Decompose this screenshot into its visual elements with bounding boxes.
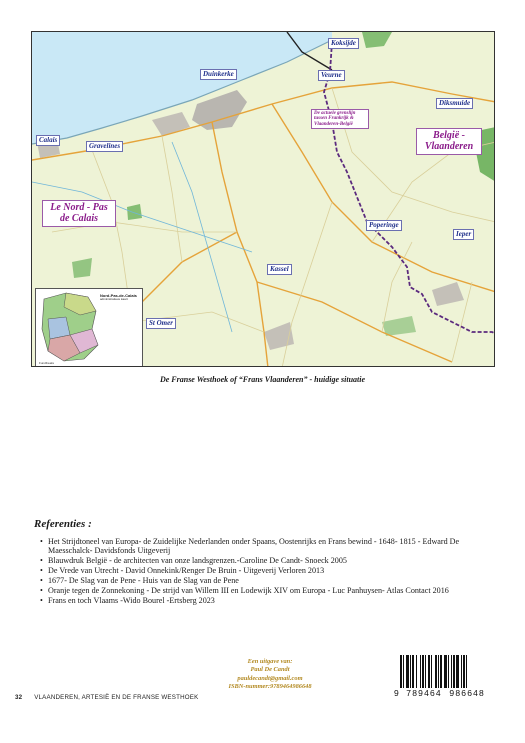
barcode-bar [448,655,449,689]
barcode-bar [422,655,424,689]
reference-item: • Blauwdruk België - de architecten van onze landsgrenzen.-Caroline De Candt- Snoeck 2005 [40,556,480,565]
barcode-bar [431,655,432,689]
reference-item: • 1677- De Slag van de Pene - Huis van de Slag van de Pene [40,576,480,585]
reference-item: • Frans en toch Vlaams -Wido Bourel -Ertsberg 2023 [40,596,480,605]
barcode-bar [466,655,467,689]
label-kassel: Kassel [267,264,292,275]
barcode-first-digit: 9 [394,688,399,698]
barcode-bar [438,655,439,689]
map-caption: De Franse Westhoek of “Frans Vlaanderen” - huidige situatie [159,375,366,384]
label-nord-pas-de-calais: Le Nord - Pas de Calais [42,200,116,227]
label-koksijde: Koksijde [328,38,359,49]
publisher-line: Een uitgave van: [247,658,293,665]
barcode-bars [394,655,485,689]
barcode-bar [400,655,402,689]
label-diksmuide: Diksmuide [436,98,473,109]
barcode-bar [440,655,442,689]
inset-title: Nord-Pas-de-Calais administratieve kaart [100,293,137,302]
barcode-bar [428,655,430,689]
barcode-bar [420,655,421,689]
label-border-note: De actuele grenslijn tussen Frankrijk & Vlaanderen-België [311,109,369,129]
region-map [31,31,495,367]
inset-footer: Fundfreaks [39,361,55,365]
label-poperinge: Poperinge [366,220,402,231]
barcode-bar [403,655,404,689]
barcode-bar [425,655,426,689]
publisher-email: pauldecandt@gmail.com [237,674,303,682]
references-title: Referenties : [34,518,92,530]
barcode-bar [463,655,465,689]
label-gravelines: Gravelines [86,141,123,152]
references-list [40,537,480,606]
barcode-bar [453,655,455,689]
publisher-block [205,658,335,691]
label-calais: Calais [36,135,60,146]
isbn-barcode [394,655,485,699]
publisher-isbn: ISBN-nummer:9789464986648 [228,682,312,690]
label-duinkerke: Duinkerke [200,69,237,80]
barcode-left-digits: 789464 [406,688,442,698]
barcode-bar [461,655,462,689]
page-footer [15,694,198,701]
barcode-bar [456,655,459,689]
publisher-name: Paul De Candt [250,666,290,674]
barcode-bar [451,655,452,689]
label-veurne: Veurne [318,70,345,81]
reference-item: • Oranje tegen de Zonnekoning - De strijd van Willem III en Lodewijk XIV om Europa - Luc Panhuysen- Atlas Contact 2016 [40,586,480,595]
barcode-bar [410,655,411,689]
label-st-omer: St Omer [146,318,176,329]
running-title: VLAANDEREN, ARTESIË EN DE FRANSE WESTHOEK [34,694,199,701]
barcode-bar [444,655,447,689]
barcode-bar [406,655,409,689]
page-number: 32 [15,694,23,701]
barcode-bar [435,655,437,689]
barcode-bar [412,655,414,689]
barcode-right-digits: 986648 [449,688,485,698]
inset-map [35,288,143,367]
barcode-number [394,688,485,698]
barcode-bar [416,655,417,689]
label-belgie-vlaanderen: België - Vlaanderen [416,128,482,155]
reference-item: • Het Strijdtoneel van Europa- de Zuidelijke Nederlanden onder Spaans, Oostenrijks en Frans bewind - 1648- 1815 - Edward De Maesschalck- Davidsfonds Uitgeverij [40,537,480,555]
reference-item: • De Vrede van Utrecht - David Onnekink/Renger De Bruin - Uitgeverij Verloren 2013 [40,566,480,575]
label-ieper: Ieper [453,229,474,240]
